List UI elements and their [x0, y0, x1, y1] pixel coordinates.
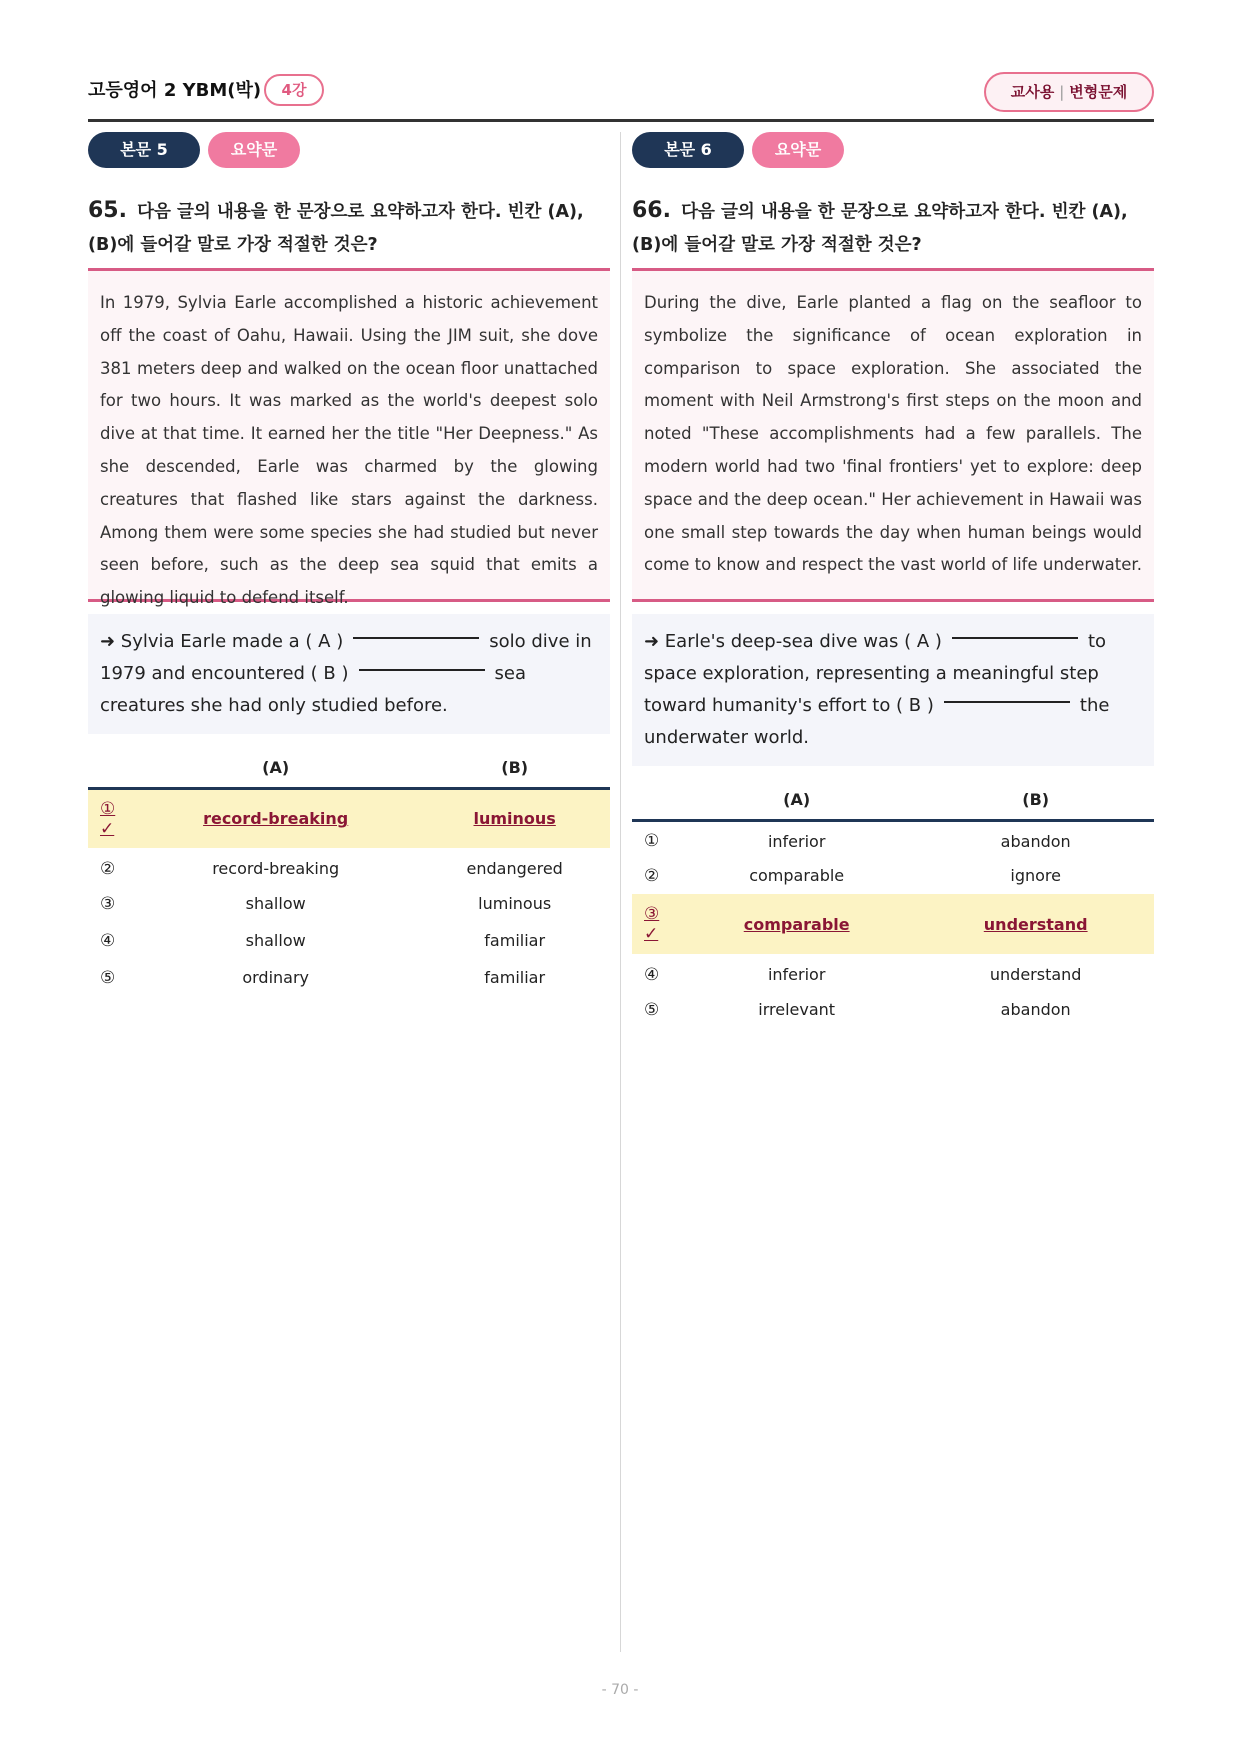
- header-num: [88, 748, 132, 788]
- choice-number: ④: [644, 964, 660, 985]
- blank-a: [353, 637, 479, 639]
- choice-row[interactable]: [88, 848, 610, 885]
- question-tags: [632, 132, 1154, 168]
- summary-sentence: [632, 614, 1154, 766]
- header-num: [632, 780, 676, 820]
- question-number: 66.: [632, 198, 671, 223]
- choice-row[interactable]: [88, 922, 610, 959]
- choice-b: luminous: [478, 894, 552, 913]
- choices-header-row: [88, 748, 610, 788]
- choice-b: understand: [989, 965, 1082, 984]
- text-tag: 본문 5: [88, 132, 200, 168]
- header-col-b: (B): [917, 780, 1154, 820]
- check-icon: ✓: [644, 924, 659, 944]
- blank-b: [359, 669, 485, 671]
- summary-sentence: [88, 614, 610, 734]
- choice-number: ④: [100, 930, 116, 951]
- audience-category-badge: [984, 72, 1154, 112]
- document-title: 고등영어 2 YBM(박): [88, 80, 262, 101]
- choice-row[interactable]: [632, 820, 1154, 857]
- choice-number: ②: [644, 865, 660, 886]
- choice-num-label: ①: [100, 798, 116, 819]
- choice-a: inferior: [767, 965, 826, 984]
- choices-header-row: [632, 780, 1154, 820]
- choice-b: ignore: [1010, 866, 1061, 885]
- answer-choices-table: [88, 748, 610, 996]
- choice-b: abandon: [1000, 1000, 1071, 1019]
- question-prompt: [632, 194, 1154, 264]
- choice-number: ①: [644, 831, 660, 852]
- summary-part-2: solo dive in 1979 and encountered ( B ): [100, 631, 592, 684]
- choice-b: familiar: [484, 931, 546, 950]
- choice-a: shallow: [245, 894, 306, 913]
- choice-a: comparable: [676, 894, 917, 954]
- choice-b: luminous: [419, 788, 610, 848]
- answer-choices-table: [632, 780, 1154, 1028]
- badge-separator: |: [1059, 83, 1065, 101]
- audience-label: 교사용: [1010, 83, 1055, 101]
- question-text: 다음 글의 내용을 한 문장으로 요약하고자 한다. 빈칸 (A), (B)에 들어갈 말로 가장 적절한 것은?: [632, 202, 1128, 255]
- header-col-a: (A): [132, 748, 419, 788]
- question-prompt: [88, 194, 610, 264]
- header-col-a: (A): [676, 780, 917, 820]
- choice-a: ordinary: [242, 968, 310, 987]
- text-tag: 본문 6: [632, 132, 744, 168]
- choice-a: inferior: [767, 831, 826, 851]
- choice-b: understand: [917, 894, 1154, 954]
- blank-a: [952, 637, 1078, 639]
- summary-part-3: the underwater world.: [644, 695, 1110, 748]
- choice-row[interactable]: [88, 959, 610, 996]
- page-number: - 70 -: [601, 1682, 639, 1698]
- question-number: 65.: [88, 198, 127, 223]
- choice-num-label: ③: [644, 904, 660, 924]
- choice-number: [88, 788, 132, 848]
- check-icon: ✓: [100, 818, 115, 839]
- choice-row-correct[interactable]: [632, 894, 1154, 954]
- choice-a: comparable: [749, 866, 845, 885]
- choice-number: ③: [100, 893, 116, 914]
- question-tags: [88, 132, 610, 168]
- summary-part-3: sea creatures she had only studied before.: [100, 663, 527, 716]
- passage-box: In 1979, Sylvia Earle accomplished a historic achievement off the coast of Oahu, Hawaii. Using the JIM suit, she dove 381 meters deep and walked on the ocean floor unattached for two hours. It was marked as the world's deepest solo dive at that time. It earned her the title "Her Deepness." As she descended, Earle was charmed by the glowing creatures that flashed like stars against the darkness. Among them were some species she had studied but never seen before, such as the deep sea squid that emits a glowing liquid to defend itself.: [88, 268, 610, 602]
- choice-row[interactable]: [632, 857, 1154, 894]
- type-tag: 요약문: [208, 132, 300, 168]
- choice-number: ⑤: [100, 967, 116, 988]
- category-label: 변형문제: [1069, 83, 1128, 101]
- question-text: 다음 글의 내용을 한 문장으로 요약하고자 한다. 빈칸 (A), (B)에 들어갈 말로 가장 적절한 것은?: [88, 202, 584, 255]
- header-col-b: (B): [419, 748, 610, 788]
- choice-a: irrelevant: [758, 1000, 836, 1019]
- choice-row[interactable]: [88, 885, 610, 922]
- choice-row-correct[interactable]: [88, 788, 610, 848]
- choice-b: endangered: [466, 859, 563, 878]
- choice-number: [632, 894, 676, 954]
- choice-row[interactable]: [632, 991, 1154, 1028]
- type-tag: 요약문: [752, 132, 844, 168]
- summary-part-1: ➜ Sylvia Earle made a ( A ): [100, 631, 344, 652]
- choice-row[interactable]: [632, 954, 1154, 991]
- question-block-66: [632, 132, 1154, 1028]
- question-block-65: [88, 132, 610, 996]
- column-divider: [620, 132, 621, 1652]
- choice-b: abandon: [1000, 831, 1071, 851]
- lesson-badge: 4강: [264, 74, 324, 106]
- summary-part-1: ➜ Earle's deep-sea dive was ( A ): [644, 631, 942, 652]
- passage-box: During the dive, Earle planted a flag on the seafloor to symbolize the significance of ocean exploration in comparison to space exploration. She associated the moment with Neil Armstrong's first steps on the moon and noted "These accomplishments had a few parallels. The modern world had two 'final frontiers' yet to explore: deep space and the deep ocean." Her achievement in Hawaii was one small step towards the day when human beings would come to know and respect the vast world of life underwater.: [632, 268, 1154, 602]
- blank-b: [944, 701, 1070, 703]
- summary-part-2: to space exploration, representing a meaningful step toward humanity's effort to ( B ): [644, 631, 1107, 716]
- choice-number: ②: [100, 858, 116, 879]
- choice-number: ⑤: [644, 999, 660, 1020]
- choice-b: familiar: [484, 968, 546, 987]
- choice-a: record-breaking: [212, 859, 340, 878]
- page-header: [88, 66, 1154, 122]
- choice-a: record-breaking: [132, 788, 419, 848]
- choice-a: shallow: [245, 931, 306, 950]
